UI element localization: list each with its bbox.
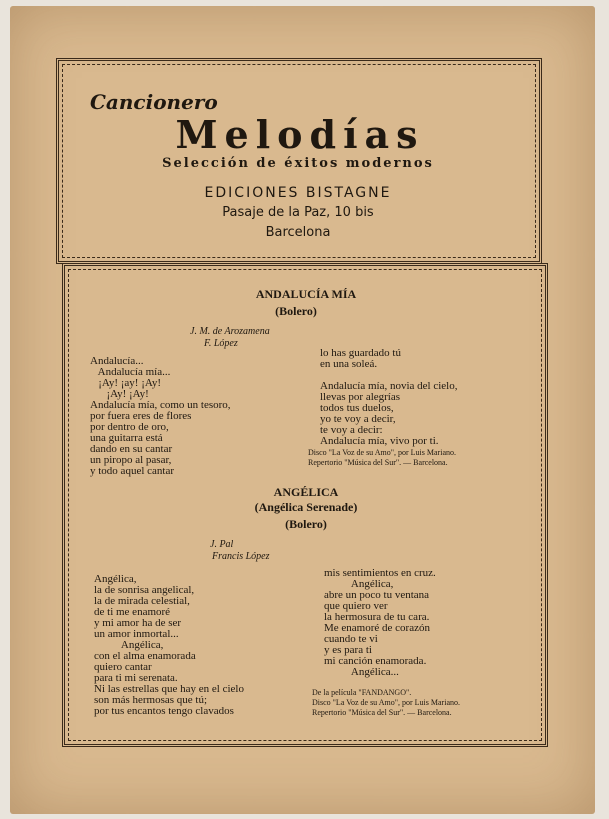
song1-lyrics-left: Andalucía... Andalucía mía... ¡Ay! ¡ay! ¡Ay! ¡Ay! ¡Ay! Andalucía mía, como un tesoro, por fuera eres de flores por dentro de oro, una guitarra está dando en su cantar un piropo al pasar, y todo aquel cantar xyxy=(90,355,231,477)
song1-author-music: F. López xyxy=(204,338,238,349)
song2-genre: (Bolero) xyxy=(285,517,327,531)
song1-author-lyrics: J. M. de Arozamena xyxy=(190,326,270,337)
songbook-page xyxy=(10,6,595,814)
publisher-name: EDICIONES BISTAGNE xyxy=(204,185,392,201)
publisher-city: Barcelona xyxy=(265,225,331,240)
song1-genre: (Bolero) xyxy=(275,304,317,318)
song2-title: ANGÉLICA xyxy=(273,485,339,499)
song1-lyrics-right: lo has guardado tú en una soleá. Andalucía mía, novia del cielo, llevas por alegrías todos tus duelos, yo te voy a decir, te voy a decir: Andalucía mía, vivo por ti. xyxy=(320,347,458,447)
song2-author-lyrics: J. Pal xyxy=(210,539,234,550)
song2-record-note: De la película "FANDANGO". Disco "La Voz de su Amo", por Luis Mariano. Repertorio "Música del Sur". — Barcelona. xyxy=(312,688,460,717)
subtitle: Selección de éxitos modernos xyxy=(162,156,434,171)
song2-author-music: Francis López xyxy=(212,551,270,562)
song2-subtitle: (Angélica Serenade) xyxy=(254,500,358,514)
song2-lyrics-right: mis sentimientos en cruz. Angélica, abre un poco tu ventana que quiero ver la hermosura de tu cara. Me enamoré de corazón cuando te vi y es para ti mi canción enamorada. Angélica... xyxy=(324,567,436,678)
song1-title: ANDALUCÍA MÍA xyxy=(255,287,357,301)
publisher-address: Pasaje de la Paz, 10 bis xyxy=(222,205,374,220)
main-title: Melodías xyxy=(175,112,425,157)
cancionero-label: Cancionero xyxy=(90,90,218,114)
song1-record-note: Disco "La Voz de su Amo", por Luis Mariano. Repertorio "Música del Sur". — Barcelona. xyxy=(308,448,456,467)
song2-lyrics-left: Angélica, la de sonrisa angelical, la de mirada celestial, de ti me enamoré y mi amor ha de ser un amor inmortal... Angélica, con el alma enamorada quiero cantar para ti mi serenata. Ni las estrellas que hay en el cielo son más hermosas que tú; por tus encantos tengo clavados xyxy=(94,573,244,717)
